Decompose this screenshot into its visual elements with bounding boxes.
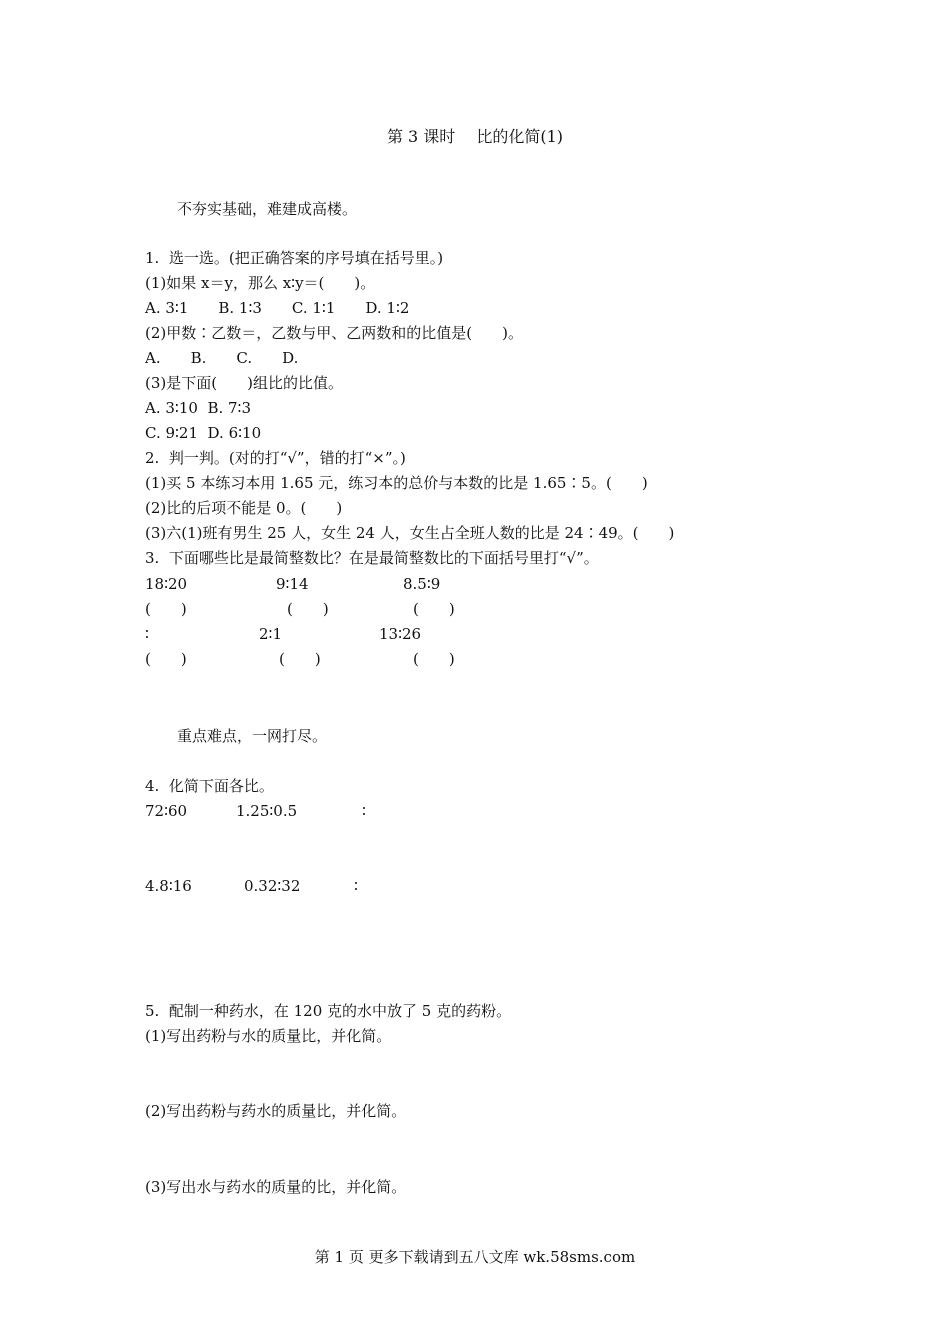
q1-part3: (3)是下面( )组比的比值。 bbox=[145, 374, 343, 392]
q5-part1: (1)写出药粉与水的质量比，并化简。 bbox=[145, 1027, 392, 1045]
q3-ratio: 8.5∶9 bbox=[403, 575, 441, 593]
q3-answer-bracket[interactable]: ( ) bbox=[145, 650, 187, 668]
q2-heading: 2. 判一判。(对的打“√”，错的打“×”。) bbox=[145, 449, 406, 467]
motto-key-points: 重点难点，一网打尽。 bbox=[177, 727, 328, 745]
motto-basic: 不夯实基础，难建成高楼。 bbox=[177, 200, 358, 218]
q3-heading: 3. 下面哪些比是最简整数比？在是最简整数比的下面括号里打“√”。 bbox=[145, 549, 599, 567]
q1-part3-options-b: C. 9∶21 D. 6∶10 bbox=[145, 424, 262, 442]
page-title: 第 3 课时 比的化简(1) bbox=[386, 127, 564, 146]
q4-ratio: 4.8∶16 bbox=[145, 877, 192, 895]
q2-part3: (3)六(1)班有男生 25 人，女生 24 人，女生占全班人数的比是 24∶49。( ) bbox=[145, 524, 675, 542]
q4-ratio: 72∶60 bbox=[145, 802, 188, 820]
page-footer: 第 1 页 更多下载请到五八文库 wk.58sms.com bbox=[314, 1248, 636, 1266]
q1-part3-options-a: A. 3∶10 B. 7∶3 bbox=[145, 399, 251, 417]
q3-answer-bracket[interactable]: ( ) bbox=[287, 600, 329, 618]
q5-part3: (3)写出水与药水的质量的比，并化简。 bbox=[145, 1178, 407, 1196]
q4-ratio: 0.32∶32 bbox=[244, 877, 301, 895]
q3-answer-bracket[interactable]: ( ) bbox=[413, 650, 455, 668]
q3-ratio: 18∶20 bbox=[145, 575, 188, 593]
q1-part1-options: A. 3∶1 B. 1∶3 C. 1∶1 D. 1∶2 bbox=[145, 299, 410, 317]
q3-ratio: ∶ bbox=[145, 625, 149, 643]
q1-heading: 1. 选一选。(把正确答案的序号填在括号里。) bbox=[145, 249, 444, 267]
q1-part1: (1)如果 x＝y，那么 x∶y＝( )。 bbox=[145, 274, 376, 292]
q1-part2-options: A. B. C. D. bbox=[145, 349, 299, 367]
q3-answer-bracket[interactable]: ( ) bbox=[279, 650, 321, 668]
q2-part1: (1)买 5 本练习本用 1.65 元，练习本的总价与本数的比是 1.65∶5。( ) bbox=[145, 474, 648, 492]
q3-ratio: 2∶1 bbox=[259, 625, 282, 643]
q3-answer-bracket[interactable]: ( ) bbox=[145, 600, 187, 618]
q4-ratio: ∶ bbox=[362, 802, 366, 820]
q1-part2: (2)甲数∶乙数＝，乙数与甲、乙两数和的比值是( )。 bbox=[145, 324, 523, 342]
q4-heading: 4. 化简下面各比。 bbox=[145, 777, 274, 795]
q3-answer-bracket[interactable]: ( ) bbox=[413, 600, 455, 618]
q3-ratio: 9∶14 bbox=[276, 575, 309, 593]
q5-part2: (2)写出药粉与药水的质量比，并化简。 bbox=[145, 1102, 407, 1120]
q5-heading: 5. 配制一种药水，在 120 克的水中放了 5 克的药粉。 bbox=[145, 1002, 512, 1020]
q4-ratio: 1.25∶0.5 bbox=[236, 802, 298, 820]
q3-ratio: 13∶26 bbox=[379, 625, 422, 643]
q4-ratio: ∶ bbox=[354, 877, 358, 895]
q2-part2: (2)比的后项不能是 0。( ) bbox=[145, 499, 343, 517]
